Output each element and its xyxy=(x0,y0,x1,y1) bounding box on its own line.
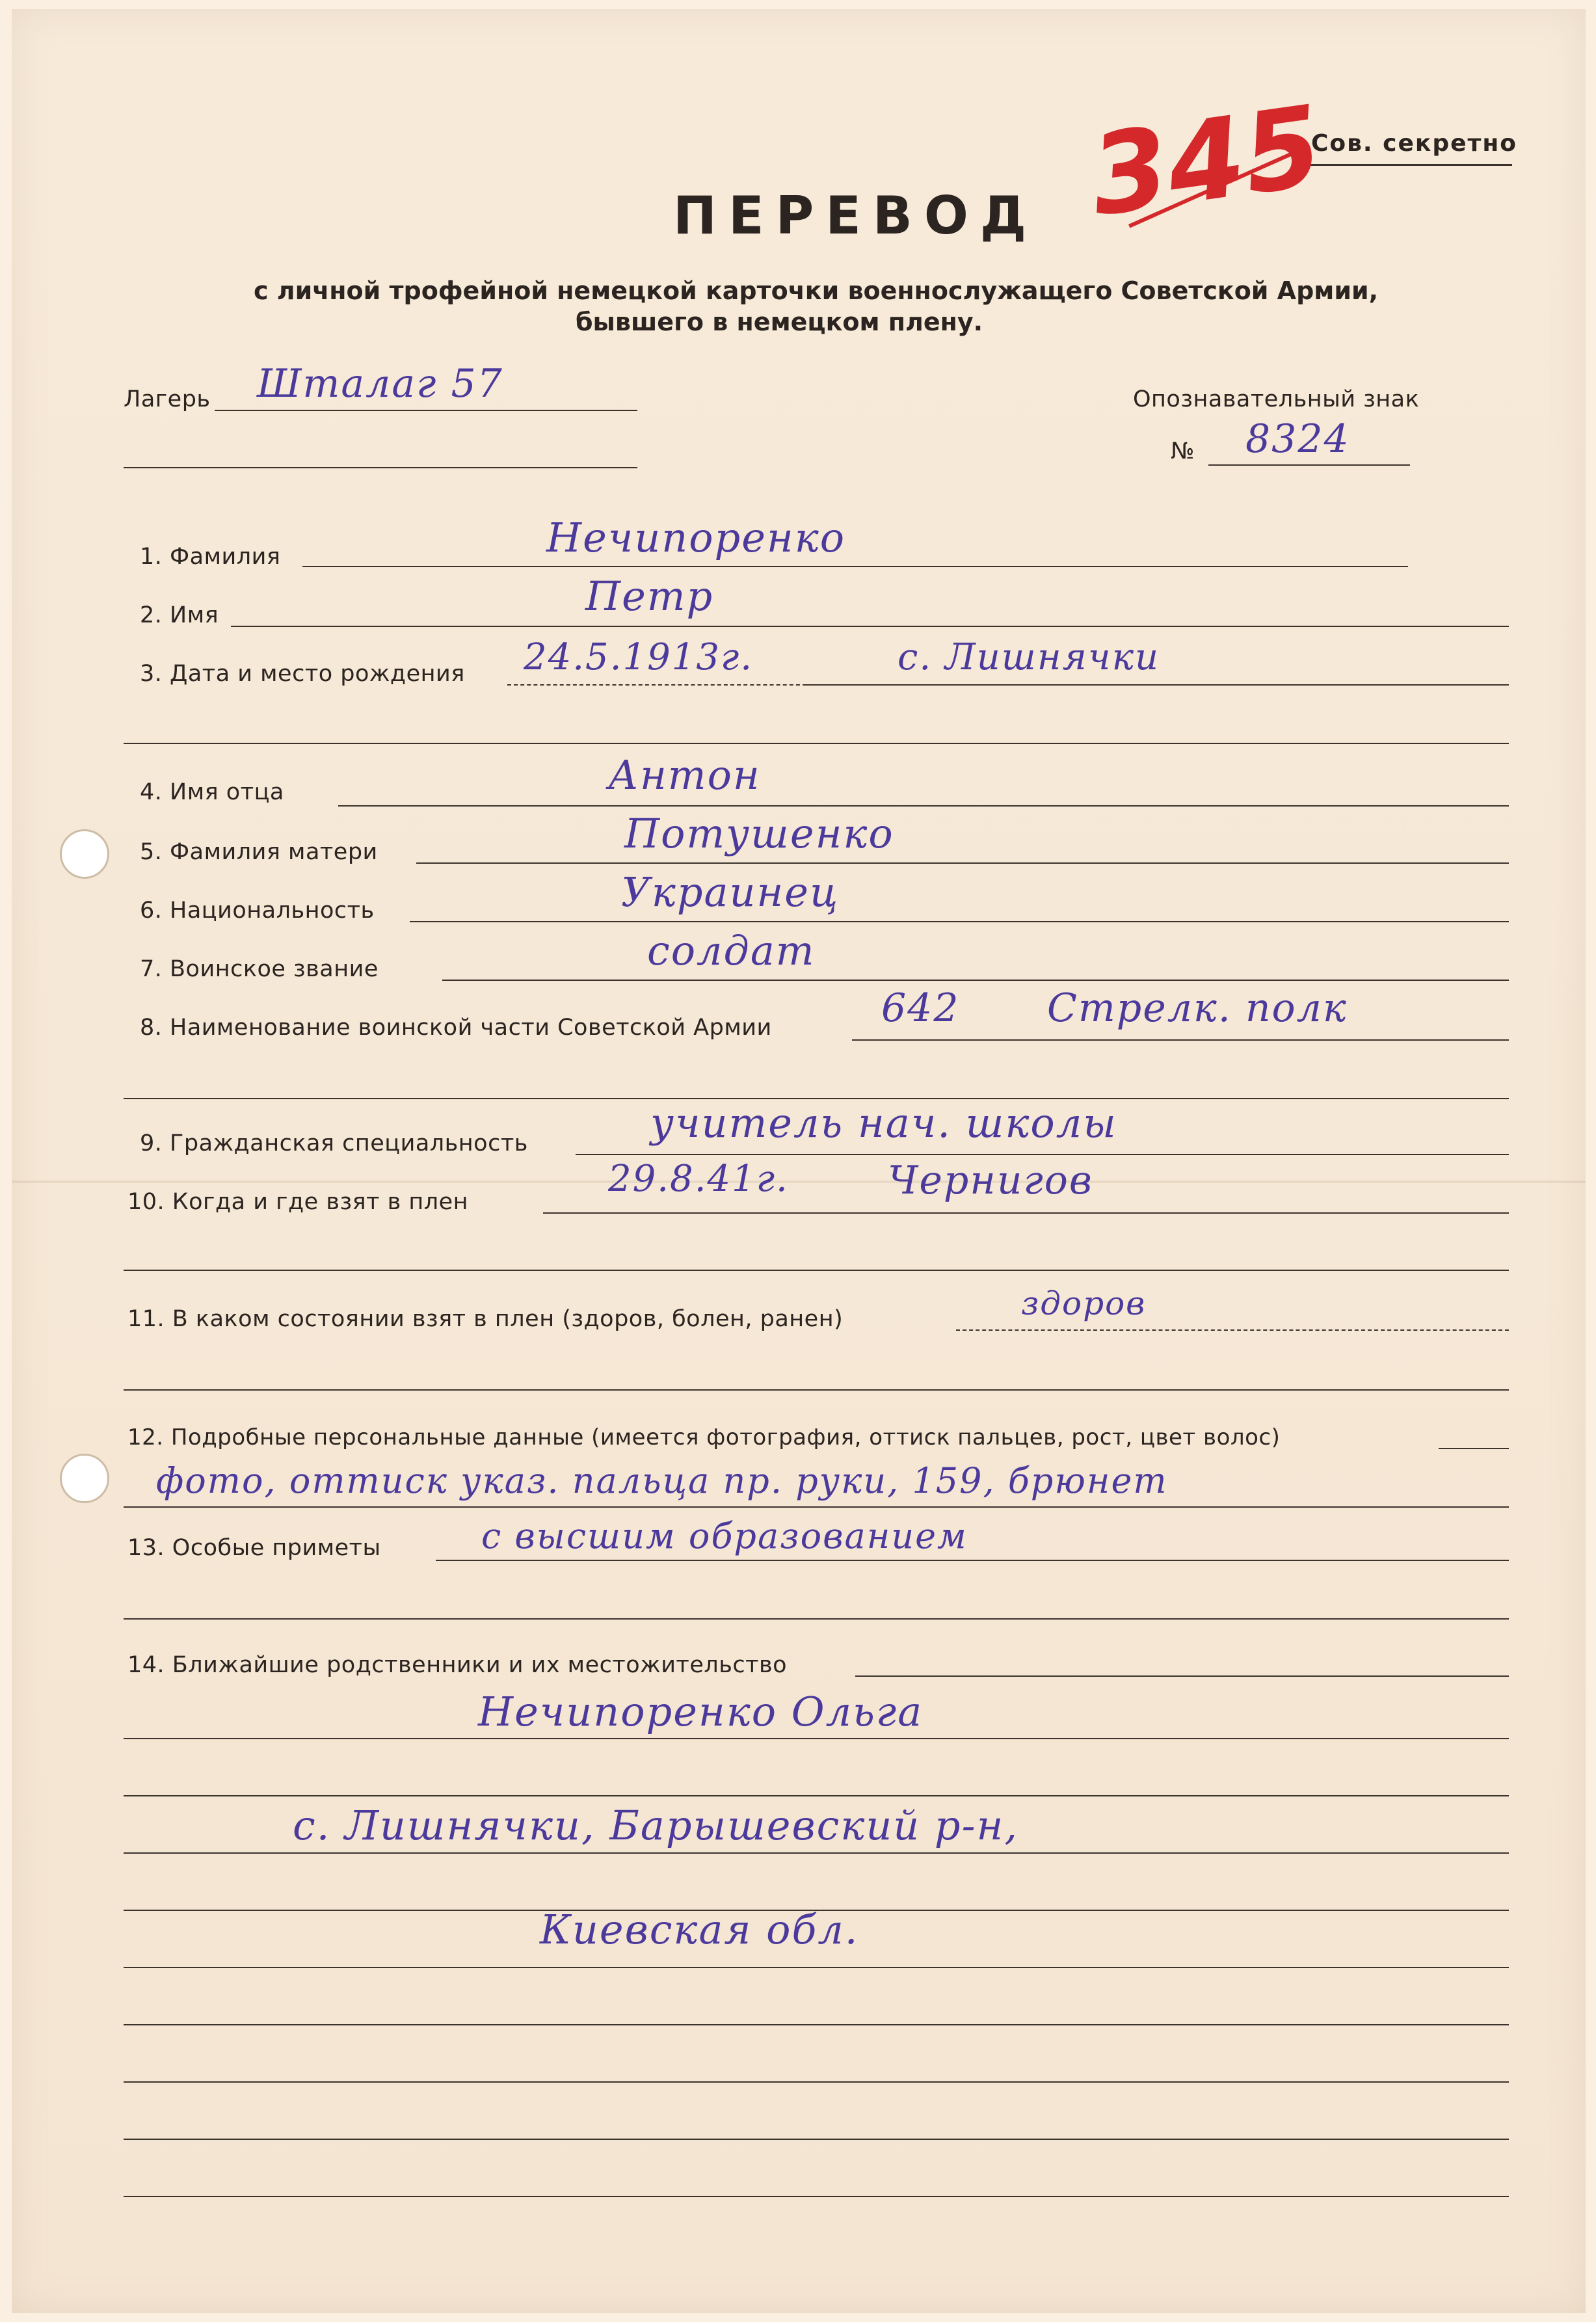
field-12-label: 12. Подробные персональные данные (имеется фотография, оттиск пальцев, рост, цвет волос) xyxy=(127,1424,1281,1450)
field-11-line-2 xyxy=(124,1389,1509,1391)
field-2-line xyxy=(231,626,1509,627)
field-9-label: 9. Гражданская специальность xyxy=(140,1130,528,1156)
field-8-value: 642 xyxy=(881,985,960,1031)
field-4-label: 4. Имя отца xyxy=(140,779,284,805)
field-14-line-4 xyxy=(124,1852,1509,1854)
field-3-line-2 xyxy=(124,743,1509,744)
subtitle-line-2: бывшего в немецком плену. xyxy=(576,308,983,336)
field-2-label: 2. Имя xyxy=(140,602,219,628)
punch-hole-top xyxy=(60,829,109,879)
field-14-line-6 xyxy=(124,1967,1509,1968)
field-6-line xyxy=(410,921,1509,922)
field-14-line-7 xyxy=(124,2024,1509,2025)
field-10-label: 10. Когда и где взят в плен xyxy=(127,1189,469,1215)
field-13-line-2 xyxy=(124,1618,1509,1620)
id-tag-value: 8324 xyxy=(1245,416,1350,462)
page-title: ПЕРЕВОД xyxy=(673,185,1039,246)
field-3-value-2: с. Лишнячки xyxy=(898,636,1160,678)
field-11-label: 11. В каком состоянии взят в плен (здоров, болен, ранен) xyxy=(127,1306,844,1332)
field-14-line-8 xyxy=(124,2081,1509,2083)
field-13-label: 13. Особые приметы xyxy=(127,1535,381,1561)
red-archive-number: 345 xyxy=(1083,81,1329,242)
field-4-line xyxy=(338,805,1509,807)
field-14-label: 14. Ближайшие родственники и их местожительство xyxy=(127,1652,788,1678)
field-9-line xyxy=(576,1154,1509,1155)
field-14-value-3: Киевская обл. xyxy=(540,1906,859,1953)
field-5-value: Потушенко xyxy=(624,810,894,857)
field-10-line xyxy=(543,1212,1509,1214)
field-14-value: Нечипоренко Ольга xyxy=(478,1688,924,1735)
field-14-line-3 xyxy=(124,1795,1509,1796)
field-12-line-2 xyxy=(124,1506,1509,1508)
field-11-value: здоров xyxy=(1021,1285,1147,1322)
field-2-value: Петр xyxy=(585,572,714,620)
fold-crease xyxy=(12,1181,1586,1183)
field-3-label: 3. Дата и место рождения xyxy=(140,661,465,687)
field-14-value-2: с. Лишнячки, Барышевский р-н, xyxy=(293,1802,1019,1849)
camp-line xyxy=(215,410,637,411)
field-14-line-9 xyxy=(124,2139,1509,2140)
field-13-value: с высшим образованием xyxy=(481,1515,968,1556)
field-10-line-2 xyxy=(124,1270,1509,1271)
field-10-value: 29.8.41г. xyxy=(608,1158,789,1200)
field-11-dash xyxy=(956,1329,1509,1331)
classification-label: Сов. секретно xyxy=(1311,130,1517,157)
field-1-label: 1. Фамилия xyxy=(140,544,281,570)
field-12-line xyxy=(1439,1448,1509,1449)
field-7-value: солдат xyxy=(647,927,816,974)
field-14-line-2 xyxy=(124,1738,1509,1739)
field-8-label: 8. Наименование воинской части Советской Армии xyxy=(140,1015,772,1041)
field-14-line xyxy=(855,1675,1509,1677)
field-9-value: учитель нач. школы xyxy=(650,1099,1117,1147)
field-7-line xyxy=(442,980,1509,981)
punch-hole-bottom xyxy=(60,1454,109,1503)
subtitle-line-1: с личной трофейной немецкой карточки военнослужащего Советской Армии, xyxy=(254,276,1379,305)
field-1-value: Нечипоренко xyxy=(546,514,846,561)
field-14-line-10 xyxy=(124,2196,1509,2197)
classification-underline xyxy=(1307,164,1512,166)
field-4-value: Антон xyxy=(608,751,761,799)
camp-label: Лагерь xyxy=(124,386,211,412)
field-5-label: 5. Фамилия матери xyxy=(140,839,378,865)
id-tag-label: Опознавательный знак xyxy=(1133,386,1420,412)
field-8-line xyxy=(852,1039,1509,1041)
field-12-value: фото, оттиск указ. пальца пр. руки, 159, брюнет xyxy=(156,1460,1168,1501)
camp-line-2 xyxy=(124,467,637,468)
field-6-value: Украинец xyxy=(621,868,840,916)
camp-value: Шталаг 57 xyxy=(257,361,503,407)
field-3-value: 24.5.1913г. xyxy=(524,636,754,678)
field-1-line xyxy=(302,566,1408,567)
field-3-line xyxy=(806,684,1509,686)
field-5-line xyxy=(416,862,1509,864)
field-6-label: 6. Национальность xyxy=(140,898,375,924)
field-8-value-2: Стрелк. полк xyxy=(1047,985,1348,1031)
field-3-dash xyxy=(507,684,806,686)
id-tag-line xyxy=(1208,464,1410,466)
id-number-sign: № xyxy=(1171,438,1195,464)
field-13-line xyxy=(436,1560,1509,1561)
field-10-value-2: Чернигов xyxy=(888,1158,1093,1203)
field-7-label: 7. Воинское звание xyxy=(140,956,379,982)
